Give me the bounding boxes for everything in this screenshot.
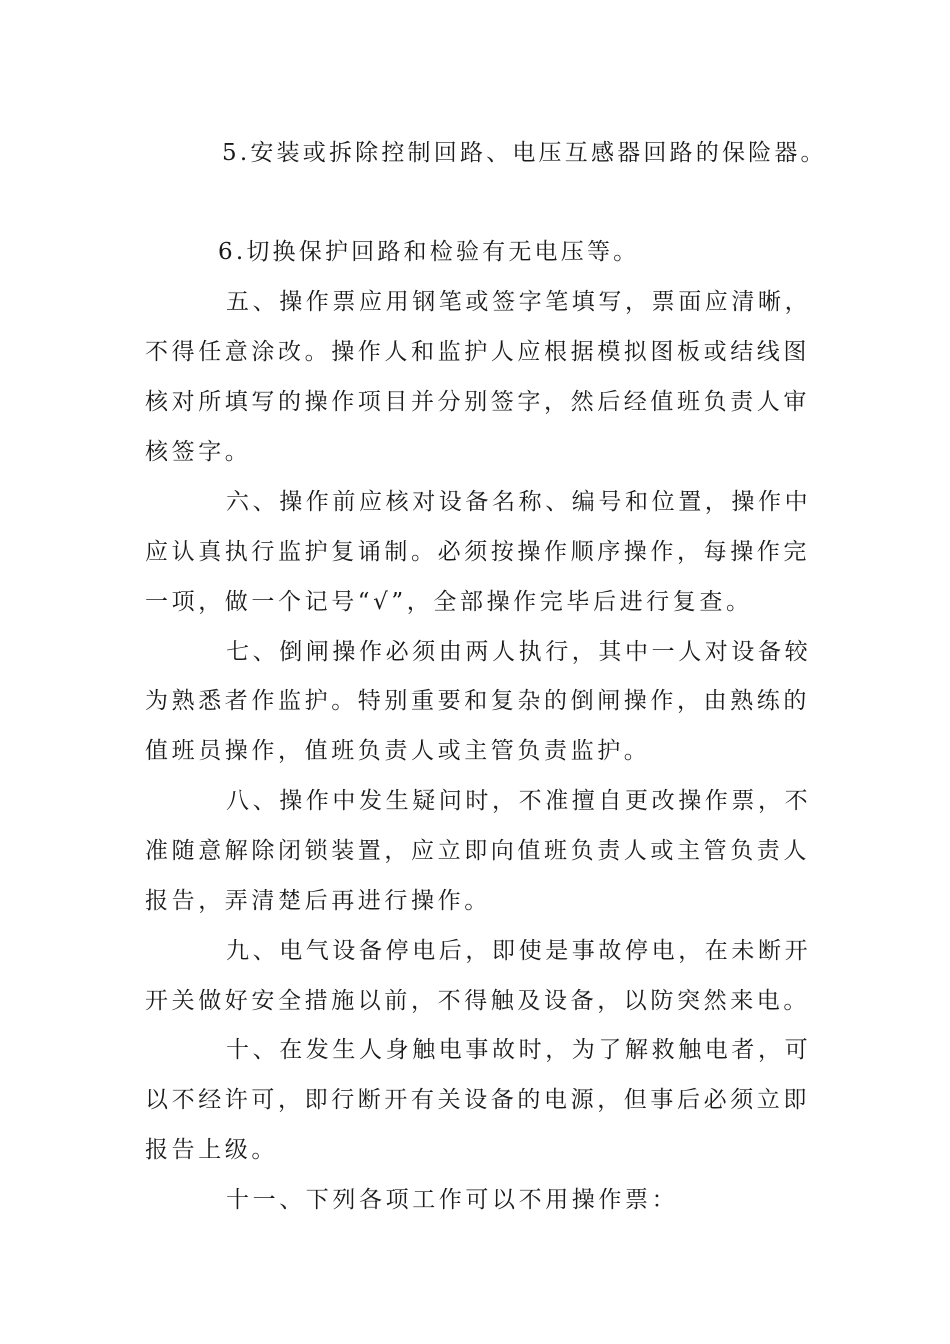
- paragraph-10-line-1: 十、在发生人身触电事故时，为了解救触电者，可: [226, 1037, 812, 1063]
- paragraph-7-line-1: 七、倒闸操作必须由两人执行，其中一人对设备较: [226, 639, 812, 665]
- paragraph-5-line-4: 核签字。: [145, 439, 252, 465]
- paragraph-5-line-1: 五、操作票应用钢笔或签字笔填写，票面应清晰，: [226, 289, 812, 315]
- paragraph-7-line-3: 值班员操作，值班负责人或主管负责监护。: [145, 738, 651, 764]
- paragraph-8-line-1: 八、操作中发生疑问时，不准擅自更改操作票，不: [226, 788, 812, 814]
- paragraph-8-line-2: 准随意解除闭锁装置，应立即向值班负责人或主管负责人: [145, 838, 810, 864]
- paragraph-7-line-2: 为熟悉者作监护。特别重要和复杂的倒闸操作，由熟练的: [145, 688, 810, 714]
- paragraph-10-line-2: 以不经许可，即行断开有关设备的电源，但事后必须立即: [145, 1087, 810, 1113]
- list-item-6: 6.切换保护回路和检验有无电压等。: [218, 239, 640, 265]
- paragraph-6-line-1: 六、操作前应核对设备名称、编号和位置，操作中: [226, 489, 812, 515]
- paragraph-6-line-3: 一项，做一个记号“√”，全部操作完毕后进行复查。: [145, 589, 753, 615]
- paragraph-5-line-2: 不得任意涂改。操作人和监护人应根据模拟图板或结线图: [145, 339, 810, 365]
- paragraph-5-line-3: 核对所填写的操作项目并分别签字，然后经值班负责人审: [145, 389, 810, 415]
- paragraph-11-line-1: 十一、下列各项工作可以不用操作票：: [226, 1187, 679, 1213]
- paragraph-8-line-3: 报告，弄清楚后再进行操作。: [145, 888, 491, 914]
- list-item-5: 5.安装或拆除控制回路、电压互感器回路的保险器。: [222, 140, 827, 166]
- paragraph-6-line-2: 应认真执行监护复诵制。必须按操作顺序操作，每操作完: [145, 539, 810, 565]
- paragraph-9-line-1: 九、电气设备停电后，即使是事故停电，在未断开: [226, 938, 812, 964]
- paragraph-10-line-3: 报告上级。: [145, 1137, 278, 1163]
- paragraph-9-line-2: 开关做好安全措施以前，不得触及设备，以防突然来电。: [145, 988, 810, 1014]
